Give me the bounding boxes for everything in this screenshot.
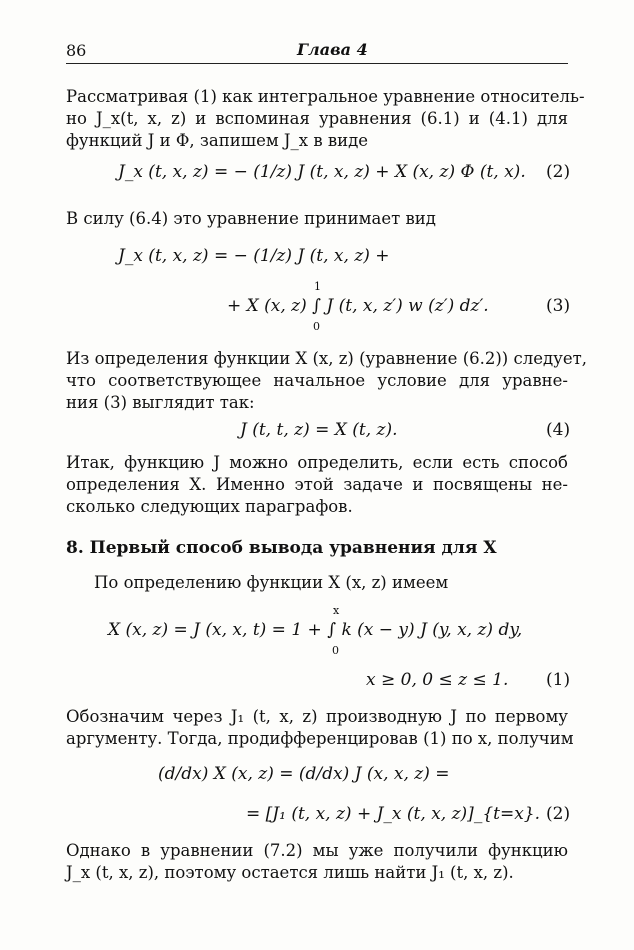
equation-2b-line-1: (d/dx) X (x, z) = (d/dx) J (x, x, z) =	[158, 764, 450, 784]
equation-number: (1)	[546, 670, 571, 690]
integral-lower-limit: 0	[313, 320, 320, 333]
equation-number: (3)	[546, 296, 571, 316]
integral-upper-limit: 1	[314, 280, 321, 293]
equation-1-condition: x ≥ 0, 0 ≤ z ≤ 1.	[366, 670, 509, 690]
equation-3-line-1: J_x (t, x, z) = − (1/z) J (t, x, z) +	[118, 246, 390, 266]
text-line: функций J и Φ, запишем J_x в виде	[66, 131, 369, 150]
paragraph-4	[66, 452, 568, 518]
equation-number: (2)	[546, 162, 571, 182]
paragraph-2	[66, 208, 568, 230]
text-line: Из определения функции X (x, z) (уравнение (6.2)) следует,	[66, 349, 587, 368]
equation-number: (4)	[546, 420, 571, 440]
text-line: ния (3) выглядит так:	[66, 393, 255, 412]
equation-2b-line-2: = [J₁ (t, x, z) + J_x (t, x, z)]_{t=x}.	[246, 804, 541, 824]
integral-lower-limit: 0	[332, 644, 339, 657]
integral-upper-limit: x	[333, 604, 340, 617]
text-line: J_x (t, x, z), поэтому остается лишь найти J₁ (t, x, z).	[66, 863, 514, 882]
text-line: Рассматривая (1) как интегральное уравнение относитель-	[66, 87, 585, 106]
text-line: Обозначим через J₁ (t, x, z) производную J по первому	[66, 707, 568, 726]
text-line: сколько следующих параграфов.	[66, 497, 353, 516]
paragraph-1	[66, 86, 585, 152]
text-line: Итак, функцию J можно определить, если есть способ	[66, 453, 568, 472]
header-rule	[66, 63, 568, 64]
equation-number: (2)	[546, 804, 571, 824]
text-line: аргументу. Тогда, продифференцировав (1) по x, получим	[66, 729, 574, 748]
text-line: В силу (6.4) это уравнение принимает вид	[66, 209, 436, 228]
paragraph-3	[66, 348, 587, 414]
page-number: 86	[66, 41, 87, 60]
text-line: определения X. Именно этой задаче и посвящены не-	[66, 475, 568, 494]
chapter-title: Глава 4	[297, 40, 368, 59]
section-heading: 8. Первый способ вывода уравнения для X	[66, 538, 497, 558]
equation-2: J_x (t, x, z) = − (1/z) J (t, x, z) + X (x, z) Φ (t, x).	[118, 162, 526, 182]
paragraph-6	[66, 706, 574, 750]
paragraph-7	[66, 840, 568, 884]
paragraph-5	[94, 572, 568, 594]
text-line: По определению функции X (x, z) имеем	[94, 573, 449, 592]
equation-1: X (x, z) = J (x, x, t) = 1 + ∫ k (x − y) J (y, x, z) dy,	[108, 620, 523, 640]
text-line: что соответствующее начальное условие для уравне-	[66, 371, 568, 390]
text-line: но J_x(t, x, z) и вспоминая уравнения (6.1) и (4.1) для	[66, 109, 568, 128]
equation-3-line-2: + X (x, z) ∫ J (t, x, z′) w (z′) dz′.	[227, 296, 489, 316]
text-line: Однако в уравнении (7.2) мы уже получили функцию	[66, 841, 568, 860]
equation-4: J (t, t, z) = X (t, z).	[240, 420, 398, 440]
